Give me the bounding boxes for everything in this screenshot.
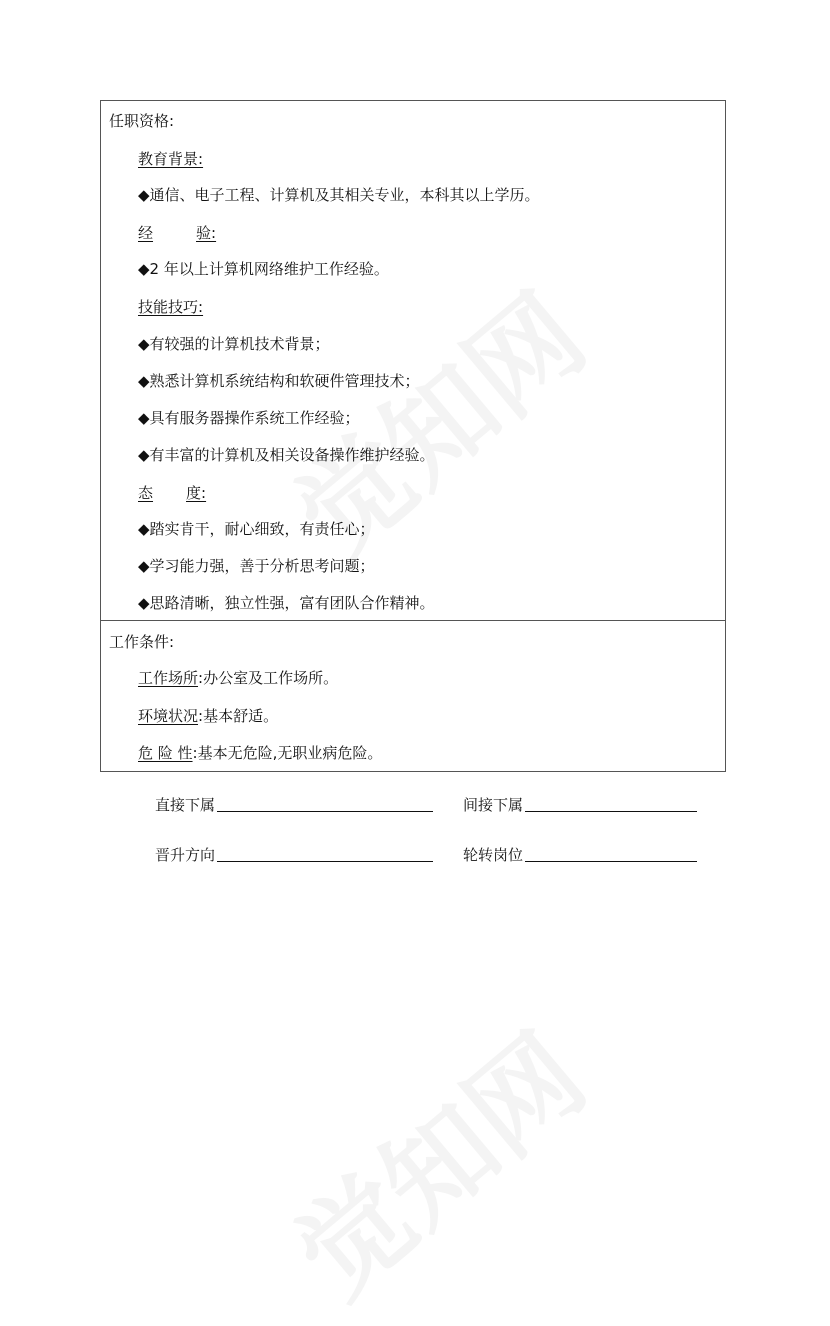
condition-label: 工作场所 [138, 669, 199, 687]
promotion-direction-row [155, 845, 433, 865]
attitude-heading-right: 度: [186, 484, 207, 502]
education-item: ◆通信、电子工程、计算机及其相关专业，本科其以上学历。 [138, 186, 540, 204]
experience-heading-left: 经 [138, 224, 154, 242]
watermark [258, 992, 612, 1325]
direct-subordinate-row [155, 795, 433, 815]
qualifications-section [100, 100, 726, 621]
skills-item: ◆有较强的计算机技术背景； [138, 335, 330, 353]
experience-heading-right: 验: [196, 224, 217, 242]
condition-item [138, 743, 382, 763]
conditions-title: 工作条件: [109, 633, 175, 651]
promotion-direction-blank[interactable] [217, 861, 433, 862]
attitude-heading-left: 态 [138, 484, 154, 502]
promotion-direction-label: 晋升方向 [155, 846, 216, 864]
condition-value: :基本无危险,无职业病危险。 [192, 744, 383, 762]
skills-item: ◆具有服务器操作系统工作经验； [138, 409, 360, 427]
condition-label: 环境状况 [138, 707, 199, 725]
rotation-position-blank[interactable] [525, 861, 697, 862]
indirect-subordinate-blank[interactable] [525, 811, 697, 812]
attitude-item: ◆学习能力强，善于分析思考问题； [138, 557, 375, 575]
attitude-heading [138, 483, 206, 503]
rotation-position-label: 轮转岗位 [463, 846, 524, 864]
skills-item: ◆有丰富的计算机及相关设备操作维护经验。 [138, 446, 435, 464]
direct-subordinate-blank[interactable] [217, 811, 433, 812]
experience-heading [138, 223, 216, 243]
attitude-item: ◆思路清晰，独立性强，富有团队合作精神。 [138, 594, 435, 612]
conditions-section [100, 620, 726, 772]
rotation-position-row [463, 845, 697, 865]
skills-heading: 技能技巧: [138, 298, 204, 316]
skills-item: ◆熟悉计算机系统结构和软硬件管理技术； [138, 372, 420, 390]
qualifications-title: 任职资格: [109, 112, 175, 130]
indirect-subordinate-label: 间接下属 [463, 796, 524, 814]
indirect-subordinate-row [463, 795, 697, 815]
experience-item: ◆2 年以上计算机网络维护工作经验。 [138, 260, 389, 278]
condition-value: :基本舒适。 [198, 707, 279, 725]
direct-subordinate-label: 直接下属 [155, 796, 216, 814]
condition-value: :办公室及工作场所。 [198, 669, 339, 687]
condition-item [138, 668, 338, 688]
condition-item [138, 706, 278, 726]
education-heading: 教育背景: [138, 150, 204, 168]
condition-label: 危 险 性 [138, 744, 193, 762]
attitude-item: ◆踏实肯干，耐心细致，有责任心； [138, 520, 375, 538]
